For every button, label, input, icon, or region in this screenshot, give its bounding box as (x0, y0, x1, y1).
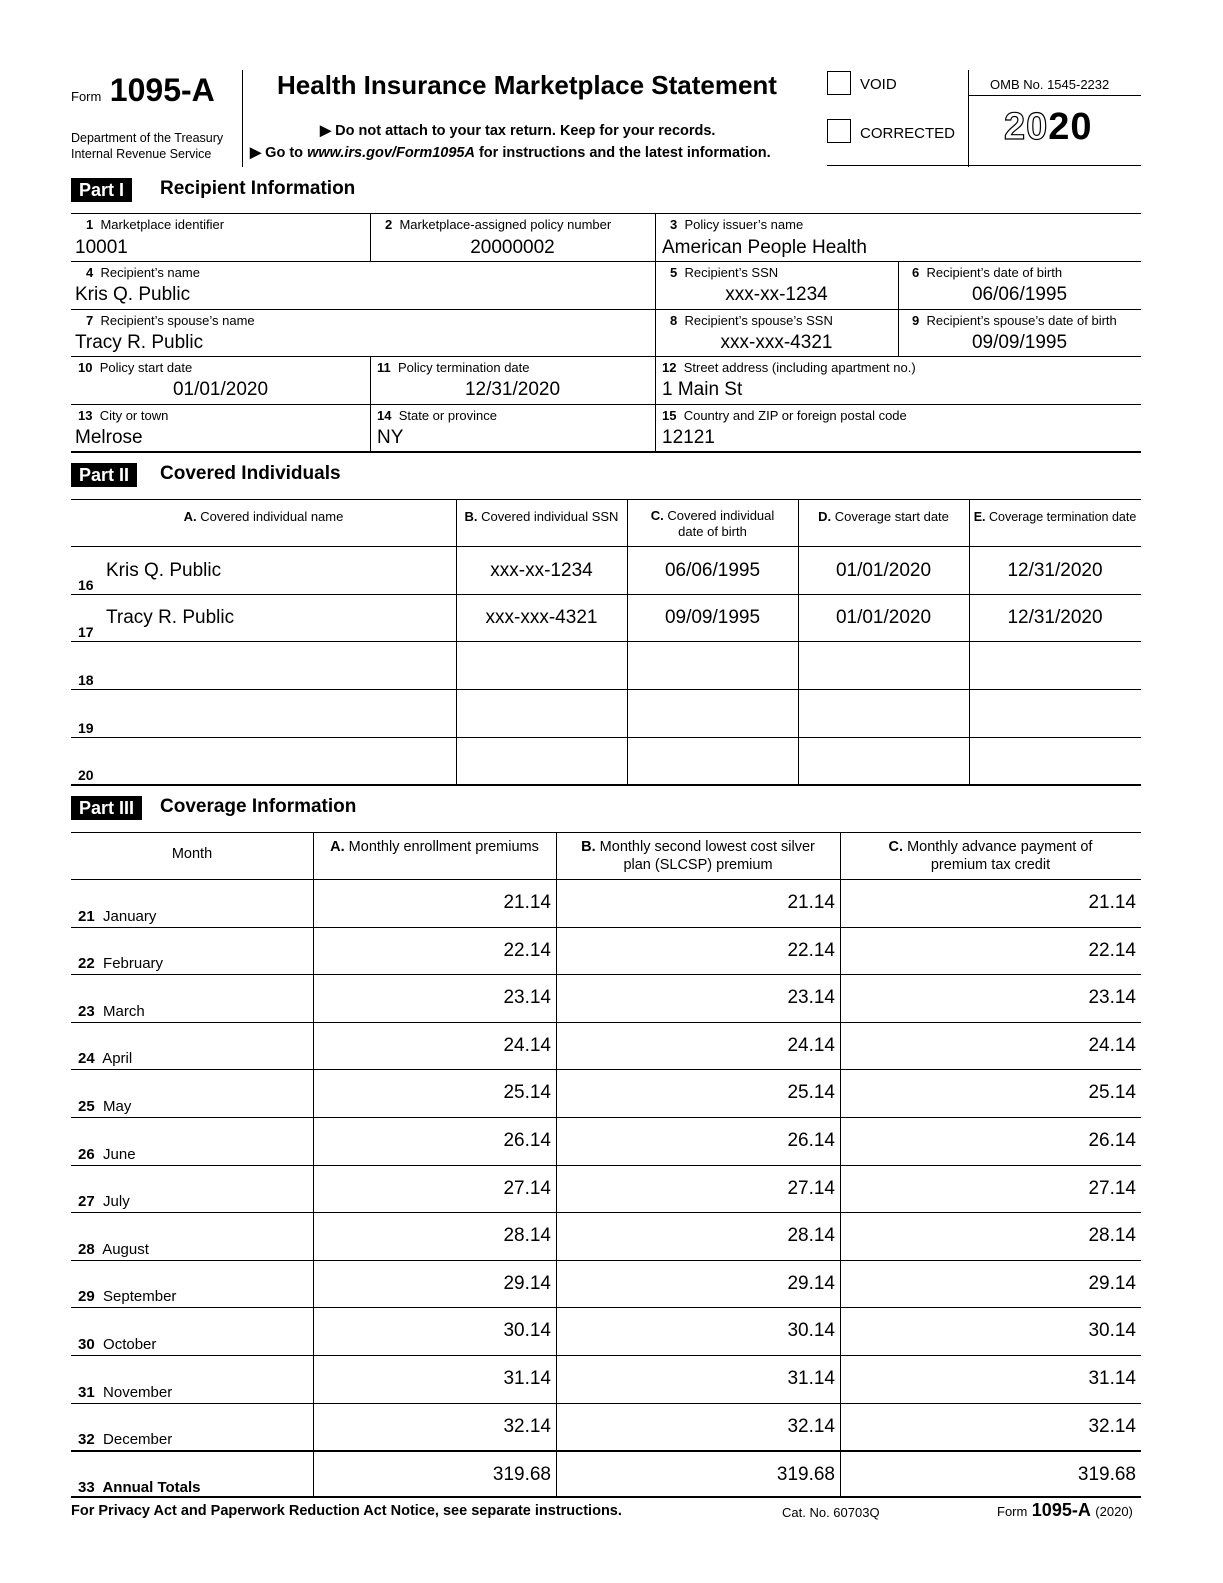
p3-row-rule (71, 1355, 1141, 1356)
p2-col-d (798, 499, 799, 785)
tax-year-outline: 20 (1004, 106, 1049, 148)
amount-b[interactable]: 21.14 (787, 892, 835, 913)
corrected-label: CORRECTED (860, 125, 956, 142)
p2-rule-bottom (71, 784, 1141, 786)
month-label: 32 December (78, 1431, 173, 1448)
amount-a[interactable]: 25.14 (503, 1082, 551, 1103)
part2-tag: Part II (71, 463, 137, 487)
amount-a[interactable]: 22.14 (503, 940, 551, 961)
month-label: 27 July (78, 1193, 130, 1210)
amount-b[interactable]: 32.14 (787, 1416, 835, 1437)
f6-label: 6 Recipient’s date of birth (912, 265, 1063, 280)
amount-b[interactable]: 25.14 (787, 1082, 835, 1103)
month-label: 30 October (78, 1336, 157, 1353)
f2-label: 2 Marketplace-assigned policy number (385, 217, 612, 232)
month-label: 26 June (78, 1146, 136, 1163)
p2-rule-header (71, 546, 1141, 547)
month-label: 24 April (78, 1050, 133, 1067)
privacy-notice: For Privacy Act and Paperwork Reduction Act Notice, see separate instructions. (71, 1503, 622, 1519)
instruction-1: ▶ Do not attach to your tax return. Keep for your records. (320, 123, 716, 139)
p1-col-d (370, 356, 371, 452)
policy-issuer[interactable]: American People Health (662, 237, 867, 258)
coverage-end[interactable]: 12/31/2020 (1007, 607, 1103, 628)
month-label: 29 September (78, 1288, 177, 1305)
month-label: 25 May (78, 1098, 132, 1115)
policy-number[interactable]: 20000002 (470, 237, 555, 258)
amount-c[interactable]: 28.14 (1088, 1225, 1136, 1246)
covered-dob[interactable]: 09/09/1995 (664, 607, 761, 628)
f13-label: 13 City or town (78, 408, 169, 423)
zip-code[interactable]: 12121 (662, 427, 715, 448)
tax-year (1004, 106, 1093, 149)
p2-col-c (627, 499, 628, 785)
amount-c[interactable]: 24.14 (1088, 1035, 1136, 1056)
amount-a[interactable]: 28.14 (503, 1225, 551, 1246)
amount-a[interactable]: 32.14 (503, 1416, 551, 1437)
p3-row-rule (71, 1307, 1141, 1308)
amount-a[interactable]: 27.14 (503, 1178, 551, 1199)
street-address[interactable]: 1 Main St (662, 379, 743, 400)
recipient-ssn[interactable]: xxx-xx-1234 (725, 284, 828, 305)
p3-rule-totals (71, 1450, 1141, 1452)
instruction-2 (250, 145, 771, 161)
part1-tag: Part I (71, 178, 132, 202)
month-label: 28 August (78, 1241, 149, 1258)
void-checkbox[interactable] (827, 71, 851, 95)
p2-header-b: B. Covered individual SSN (464, 509, 619, 524)
p1-rule-r3 (71, 356, 1141, 357)
f9-label: 9 Recipient’s spouse’s date of birth (912, 313, 1117, 328)
amount-b[interactable]: 24.14 (787, 1035, 835, 1056)
recipient-name[interactable]: Kris Q. Public (75, 284, 191, 305)
header-divider-right (968, 70, 969, 167)
f15-label: 15 Country and ZIP or foreign postal code (662, 408, 907, 423)
p2-col-e (969, 499, 970, 785)
p1-rule-r4 (71, 404, 1141, 405)
amount-c[interactable]: 26.14 (1088, 1130, 1136, 1151)
p1-rule-bottom (71, 451, 1141, 453)
total-c[interactable]: 319.68 (1077, 1464, 1136, 1485)
amount-a[interactable]: 24.14 (503, 1035, 551, 1056)
p3-rule-header (71, 879, 1141, 880)
coverage-start[interactable]: 01/01/2020 (835, 560, 932, 581)
row-number: 16 (78, 577, 94, 593)
catalog-number: Cat. No. 60703Q (782, 1505, 880, 1520)
amount-b[interactable]: 23.14 (787, 987, 835, 1008)
f8-label: 8 Recipient’s spouse’s SSN (670, 313, 833, 328)
f12-label: 12 Street address (including apartment no.) (662, 360, 916, 375)
footer-form: Form 1095-A (2020) (997, 1500, 1133, 1520)
covered-ssn[interactable]: xxx-xxx-4321 (485, 607, 598, 628)
p2-rule-top (71, 499, 1141, 500)
p1-rule-top (71, 213, 1141, 214)
p2-rule-16 (71, 594, 1141, 595)
part2-title: Covered Individuals (160, 463, 341, 484)
month-label: 31 November (78, 1384, 173, 1401)
amount-b[interactable]: 28.14 (787, 1225, 835, 1246)
amount-a[interactable]: 30.14 (503, 1320, 551, 1341)
amount-b[interactable]: 22.14 (787, 940, 835, 961)
f5-label: 5 Recipient’s SSN (670, 265, 779, 280)
p3-header-a: A. Monthly enrollment premiums (330, 839, 539, 855)
part3-title: Coverage Information (160, 796, 357, 817)
p3-row-rule (71, 1022, 1141, 1023)
row-number: 19 (78, 720, 94, 736)
form-number: 1095-A (109, 72, 215, 108)
part3-tag: Part III (71, 796, 142, 820)
row-number: 20 (78, 767, 94, 783)
city[interactable]: Melrose (75, 427, 143, 448)
covered-dob[interactable]: 06/06/1995 (664, 560, 761, 581)
row-number: 18 (78, 672, 94, 688)
month-label: 21 January (78, 908, 157, 925)
p3-row-rule (71, 1165, 1141, 1166)
covered-name[interactable]: Kris Q. Public (106, 560, 222, 581)
amount-a[interactable]: 26.14 (503, 1130, 551, 1151)
p1-rule-r2 (71, 309, 1141, 310)
department-1: Department of the Treasury (71, 131, 224, 145)
month-label: 23 March (78, 1003, 145, 1020)
recipient-dob[interactable]: 06/06/1995 (971, 284, 1068, 305)
header-divider-left (242, 70, 243, 167)
p3-row-rule (71, 1117, 1141, 1118)
p2-rule-19 (71, 737, 1141, 738)
coverage-end[interactable]: 12/31/2020 (1007, 560, 1103, 581)
totals-label: 33 Annual Totals (78, 1479, 201, 1496)
f11-label: 11 Policy termination date (377, 360, 530, 375)
amount-c[interactable]: 30.14 (1088, 1320, 1136, 1341)
omb-underline (969, 95, 1141, 96)
spouse-ssn[interactable]: xxx-xxx-4321 (720, 332, 833, 353)
form-title: Health Insurance Marketplace Statement (277, 70, 777, 100)
p3-rule-top (71, 832, 1141, 833)
p2-header-c: C. Covered individual date of birth (650, 508, 775, 539)
amount-c[interactable]: 23.14 (1088, 987, 1136, 1008)
p2-header-d: D. Coverage start date (818, 509, 949, 524)
amount-b[interactable]: 27.14 (787, 1178, 835, 1199)
amount-c[interactable]: 22.14 (1088, 940, 1136, 961)
amount-c[interactable]: 21.14 (1088, 892, 1136, 913)
amount-a[interactable]: 31.14 (503, 1368, 551, 1389)
amount-c[interactable]: 32.14 (1088, 1416, 1136, 1437)
p3-row-rule (71, 1260, 1141, 1261)
p3-row-rule (71, 927, 1141, 928)
p3-row-rule (71, 1403, 1141, 1404)
f14-label: 14 State or province (377, 408, 497, 423)
f1-label: 1 Marketplace identifier (86, 217, 225, 232)
f7-label: 7 Recipient’s spouse’s name (86, 313, 255, 328)
state[interactable]: NY (377, 427, 404, 448)
p3-rule-bottom (71, 1496, 1141, 1498)
marketplace-identifier[interactable]: 10001 (75, 237, 128, 258)
f10-label: 10 Policy start date (78, 360, 193, 375)
p3-header-b: B. Monthly second lowest cost silver plan (SLCSP) premium (581, 839, 815, 873)
instruction-2-post: for instructions and the latest information. (474, 145, 771, 161)
department-2: Internal Revenue Service (71, 147, 212, 161)
amount-b[interactable]: 26.14 (787, 1130, 835, 1151)
p2-header-a: A. Covered individual name (183, 509, 344, 524)
amount-a[interactable]: 29.14 (503, 1273, 551, 1294)
header-bottom-rule (827, 165, 1141, 166)
spouse-name[interactable]: Tracy R. Public (75, 332, 204, 353)
covered-ssn[interactable]: xxx-xx-1234 (490, 560, 593, 581)
corrected-checkbox[interactable] (827, 119, 851, 143)
policy-start-date[interactable]: 01/01/2020 (172, 379, 269, 400)
p1-rule-r1 (71, 261, 1141, 262)
form-label (71, 72, 215, 109)
covered-name[interactable]: Tracy R. Public (106, 607, 235, 628)
amount-b[interactable]: 31.14 (787, 1368, 835, 1389)
amount-b[interactable]: 30.14 (787, 1320, 835, 1341)
part1-title: Recipient Information (160, 178, 356, 199)
tax-year-bold: 20 (1048, 106, 1093, 148)
irs-link[interactable]: www.irs.gov/Form1095A (307, 145, 475, 161)
amount-c[interactable]: 25.14 (1088, 1082, 1136, 1103)
policy-termination-date[interactable]: 12/31/2020 (464, 379, 561, 400)
amount-a[interactable]: 21.14 (503, 892, 551, 913)
coverage-start[interactable]: 01/01/2020 (835, 607, 932, 628)
amount-c[interactable]: 27.14 (1088, 1178, 1136, 1199)
instruction-2-pre: ▶ Go to (250, 145, 308, 161)
p3-header-month: Month (171, 846, 213, 862)
row-number: 17 (78, 624, 94, 640)
total-a[interactable]: 319.68 (492, 1464, 551, 1485)
spouse-dob[interactable]: 09/09/1995 (971, 332, 1068, 353)
p3-row-rule (71, 1069, 1141, 1070)
omb-number: OMB No. 1545-2232 (990, 77, 1110, 92)
amount-c[interactable]: 31.14 (1088, 1368, 1136, 1389)
p3-row-rule (71, 1212, 1141, 1213)
month-label: 22 February (78, 955, 164, 972)
void-label: VOID (860, 76, 897, 93)
p3-row-rule (71, 974, 1141, 975)
p2-rule-18 (71, 689, 1141, 690)
f3-label: 3 Policy issuer’s name (670, 217, 804, 232)
amount-a[interactable]: 23.14 (503, 987, 551, 1008)
p2-col-b (456, 499, 457, 785)
amount-c[interactable]: 29.14 (1088, 1273, 1136, 1294)
p2-header-e: E. Coverage termination date (973, 510, 1137, 524)
total-b[interactable]: 319.68 (776, 1464, 835, 1485)
form-word: Form (71, 89, 102, 104)
p2-rule-17 (71, 641, 1141, 642)
amount-b[interactable]: 29.14 (787, 1273, 835, 1294)
f4-label: 4 Recipient’s name (86, 265, 200, 280)
p3-header-c: C. Monthly advance payment of premium tax credit (888, 839, 1093, 873)
